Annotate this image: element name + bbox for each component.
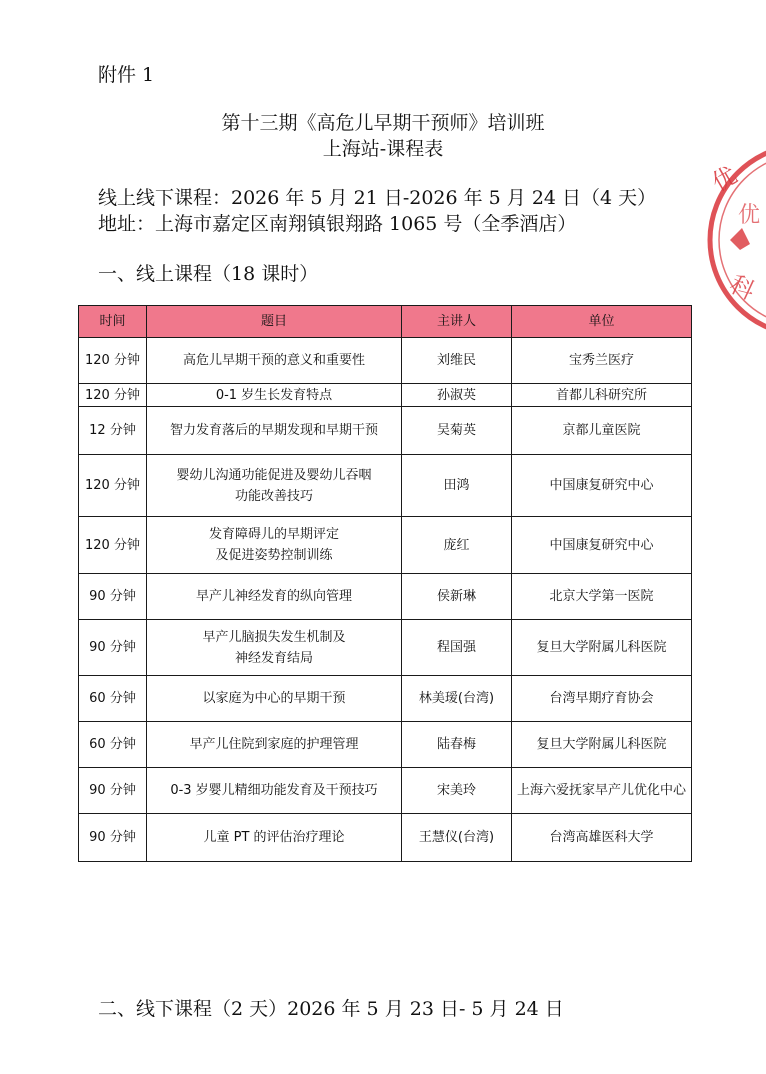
topic-line: 以家庭为中心的早期干预 [202,691,346,706]
page-subtitle: 上海站-课程表 [322,138,444,160]
topic-line: 神经发育结局 [234,650,313,666]
topic-line: 功能改善技巧 [234,488,313,504]
topic-line: 早产儿脑损失发生机制及 [202,629,346,645]
cell-time: 120 分钟 [79,338,147,384]
cell-unit: 首都儿科研究所 [512,384,692,407]
seal-char-1: 优 [707,160,742,198]
official-seal [700,140,766,340]
cell-time: 120 分钟 [79,455,147,517]
cell-topic [147,814,402,862]
cell-speaker: 吴菊英 [402,407,512,455]
cell-unit: 宝秀兰医疗 [512,338,692,384]
cell-topic [147,384,402,407]
cell-topic [147,407,402,455]
header-time: 时间 [79,306,147,338]
course-dates: 线上线下课程：2026 年 5 月 21 日-2026 年 5 月 24 日（4 天） [98,187,657,209]
table-row [79,517,692,574]
cell-topic [147,517,402,574]
cell-speaker: 刘维民 [402,338,512,384]
cell-unit: 台湾高雄医科大学 [512,814,692,862]
cell-speaker: 程国强 [402,620,512,676]
attachment-label: 附件 1 [98,64,155,86]
topic-line: 及促进姿势控制训练 [215,548,333,563]
cell-topic [147,768,402,814]
cell-time: 60 分钟 [79,722,147,768]
cell-unit: 复旦大学附属儿科医院 [512,620,692,676]
cell-topic [147,722,402,768]
topic-line: 儿童 PT 的评估治疗理论 [203,830,345,845]
cell-time: 90 分钟 [79,768,147,814]
header-speaker: 主讲人 [402,306,512,338]
cell-unit: 上海六爱抚家早产儿优化中心 [512,768,692,814]
table-header-row [79,306,692,338]
cell-unit: 中国康复研究中心 [512,517,692,574]
topic-line: 早产儿神经发育的纵向管理 [195,589,352,604]
topic-line: 智力发育落后的早期发现和早期干预 [169,423,378,438]
table-row [79,722,692,768]
cell-time: 12 分钟 [79,407,147,455]
venue-address: 地址：上海市嘉定区南翔镇银翔路 1065 号（全季酒店） [98,213,577,235]
cell-unit: 京都儿童医院 [512,407,692,455]
seal-star-icon [730,228,750,250]
table-row [79,814,692,862]
seal-char-3: 科 [725,270,760,306]
cell-time: 90 分钟 [79,814,147,862]
table-row [79,676,692,722]
cell-unit: 北京大学第一医院 [512,574,692,620]
cell-speaker: 陆春梅 [402,722,512,768]
topic-line: 发育障碍儿的早期评定 [208,527,339,542]
cell-time: 120 分钟 [79,517,147,574]
cell-speaker: 王慧仪(台湾) [402,814,512,862]
cell-speaker: 侯新琳 [402,574,512,620]
cell-speaker: 林美瑷(台湾) [402,676,512,722]
topic-line: 婴幼儿沟通功能促进及婴幼儿吞咽 [176,467,372,483]
cell-time: 60 分钟 [79,676,147,722]
topic-line: 早产儿住院到家庭的护理管理 [189,737,359,752]
page-title: 第十三期《高危儿早期干预师》培训班 [221,112,545,134]
cell-unit: 中国康复研究中心 [512,455,692,517]
seal-char-2: 优 [738,203,761,228]
header-unit: 单位 [512,306,692,338]
cell-unit: 复旦大学附属儿科医院 [512,722,692,768]
cell-speaker: 田鸿 [402,455,512,517]
header-topic: 题目 [147,306,402,338]
topic-line: 0-1 岁生长发育特点 [215,387,333,403]
section-online-heading: 一、线上课程（18 课时） [98,263,319,285]
course-table [78,305,692,862]
table-row [79,384,692,407]
cell-topic [147,338,402,384]
cell-speaker: 庞红 [402,517,512,574]
topic-line: 0-3 岁婴儿精细功能发育及干预技巧 [170,783,378,798]
cell-speaker: 孙淑英 [402,384,512,407]
table-row [79,338,692,384]
cell-unit: 台湾早期疗育协会 [512,676,692,722]
cell-time: 90 分钟 [79,574,147,620]
table-row [79,574,692,620]
topic-line: 高危儿早期干预的意义和重要性 [182,353,365,368]
table-row [79,455,692,517]
cell-topic [147,455,402,517]
table-row [79,768,692,814]
cell-topic [147,574,402,620]
cell-time: 90 分钟 [79,620,147,676]
table-row [79,620,692,676]
table-row [79,407,692,455]
cell-topic [147,620,402,676]
section-offline-heading: 二、线下课程（2 天）2026 年 5 月 23 日- 5 月 24 日 [98,998,564,1020]
cell-topic [147,676,402,722]
cell-time: 120 分钟 [79,384,147,407]
cell-speaker: 宋美玲 [402,768,512,814]
